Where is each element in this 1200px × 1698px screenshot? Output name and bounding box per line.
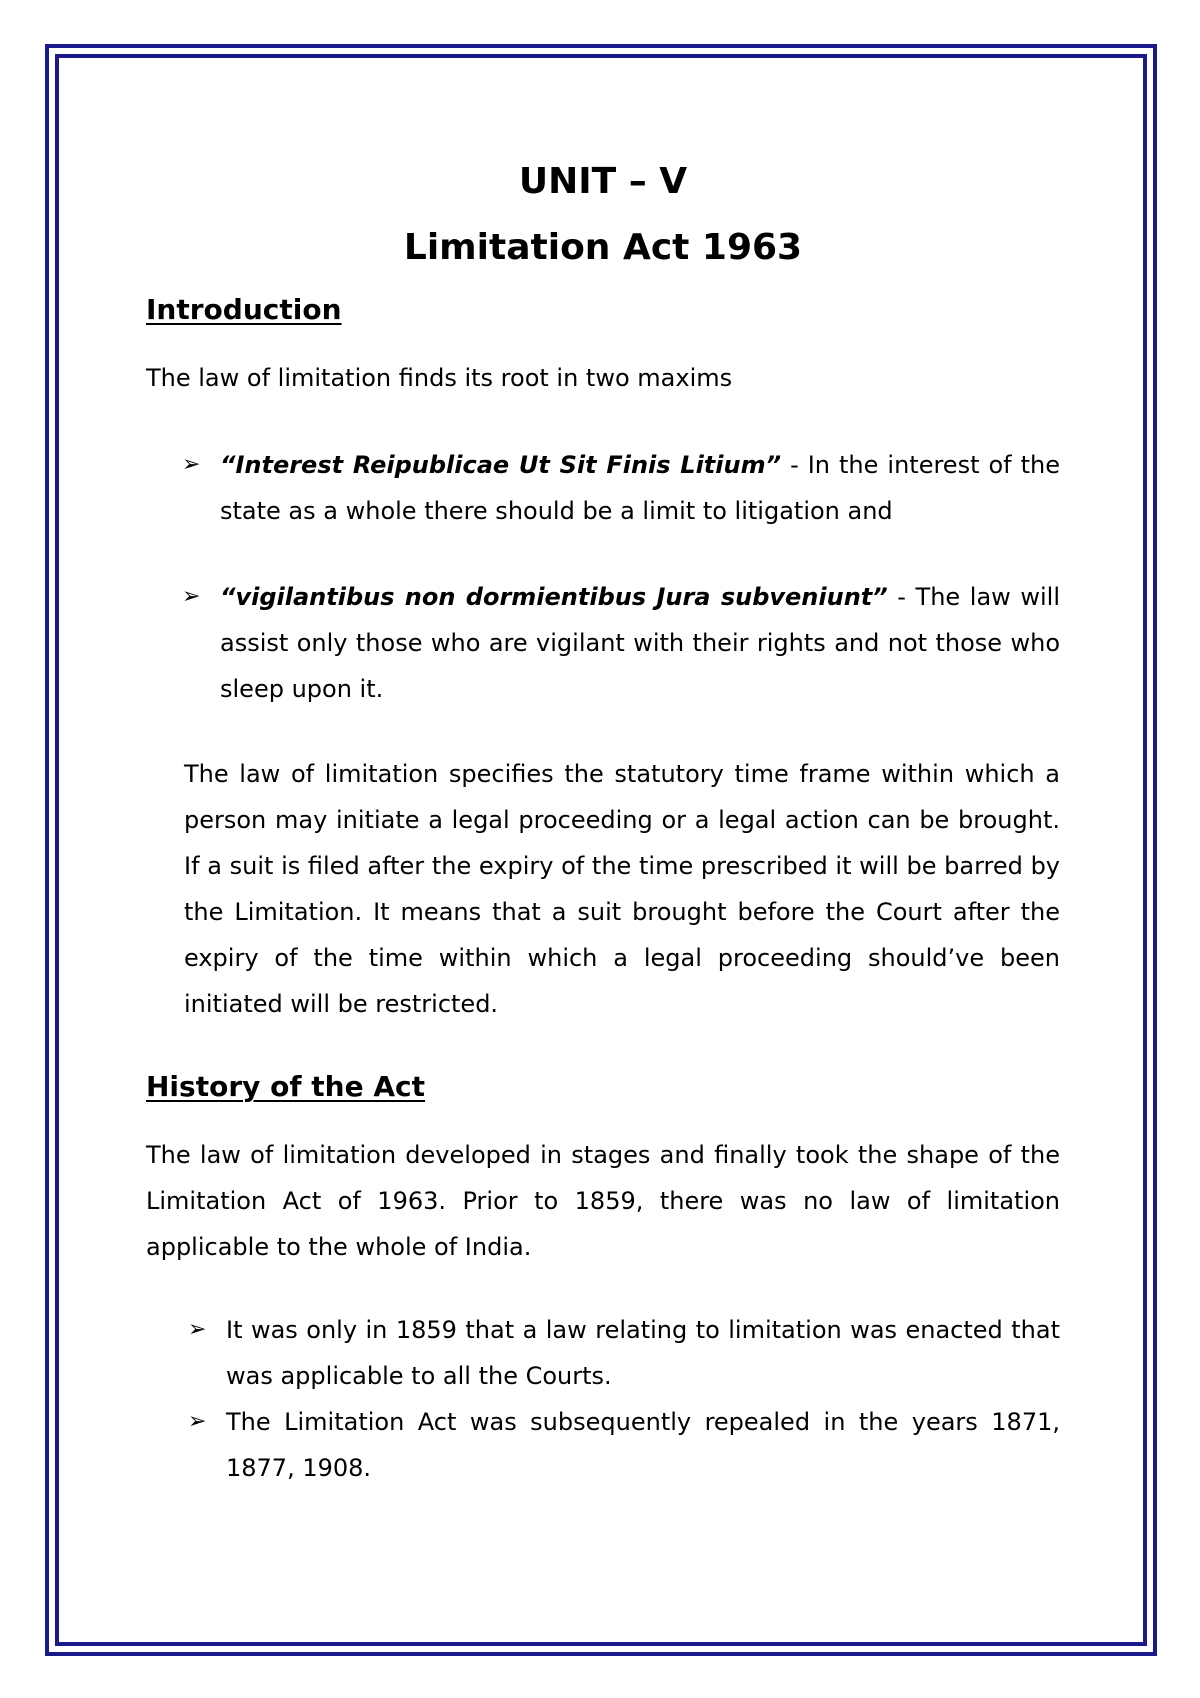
maxim-latin-1: “Interest Reipublicae Ut Sit Finis Litium”	[220, 451, 782, 479]
act-title: Limitation Act 1963	[403, 227, 803, 268]
introduction-heading: Introduction	[146, 293, 342, 326]
bullet-arrow-icon: ➢	[188, 1317, 207, 1342]
bullet-arrow-icon: ➢	[188, 1409, 207, 1434]
intro-body-paragraph: The law of limitation specifies the statutory time frame within which a person may initiate a legal proceeding or a legal action can be brought. If a suit is filed after the expiry of the time prescribed it will be barred by the Limitation. It means that a suit brought before the Court after the expiry of the time within which a legal proceeding should’ve been initiated will be restricted.	[184, 760, 1060, 1018]
history-bullet-1: It was only in 1859 that a law relating to limitation was enacted that was applicable to all the Courts.	[226, 1316, 1060, 1390]
bullet-arrow-icon: ➢	[182, 584, 201, 609]
unit-title: UNIT – V	[518, 161, 688, 202]
maxim-explanation-1: - In the interest of the state as a whole there should be a limit to litigation and	[220, 451, 1060, 525]
bullet-arrow-icon: ➢	[182, 452, 201, 477]
intro-lead: The law of limitation finds its root in two maxims	[146, 364, 733, 392]
maxim-bullet-2	[220, 574, 1060, 712]
history-bullet-2: The Limitation Act was subsequently repealed in the years 1871, 1877, 1908.	[226, 1408, 1060, 1482]
history-body-paragraph: The law of limitation developed in stages and finally took the shape of the Limitation Act of 1963. Prior to 1859, there was no law of limitation applicable to the whole of India.	[146, 1141, 1060, 1261]
history-heading: History of the Act	[146, 1070, 426, 1103]
maxim-bullet-1	[220, 442, 1060, 534]
maxim-latin-2: “vigilantibus non dormientibus Jura subveniunt”	[220, 583, 888, 611]
maxim-explanation-2: - The law will assist only those who are vigilant with their rights and not those who sleep upon it.	[220, 583, 1060, 703]
